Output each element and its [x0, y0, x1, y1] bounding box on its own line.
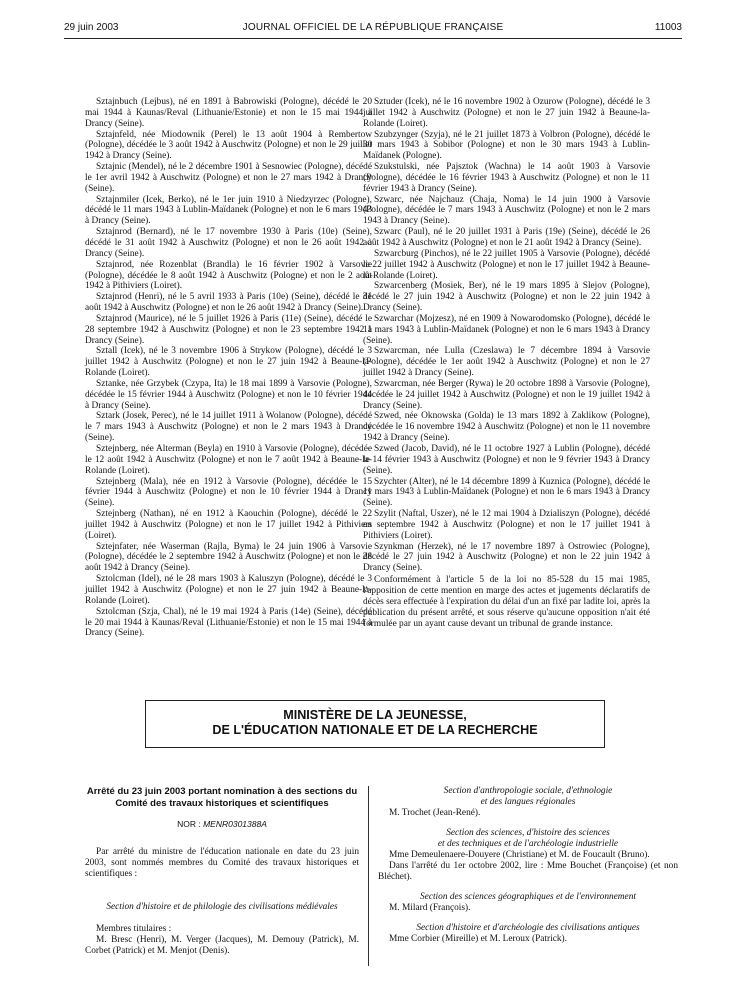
death-record-entry: Sztajnrod (Henri), né le 5 avril 1933 à Paris (10e) (Seine), décédé le 31 août 1942 à Auschwitz (Pologne) et non le 26 août 1942 à Drancy (Seine).: [85, 292, 372, 314]
death-record-entry: Sztajnrod, née Rozenblat (Brandla) le 16 février 1902 à Varsovie (Pologne), décédée le 8 août 1942 à Auschwitz (Pologne) et non le 2 août 1942 à Pithiviers (Loiret).: [85, 259, 372, 292]
page-header: [64, 22, 682, 38]
legal-notice-paragraph: Conformément à l'article 5 de la loi no 85-528 du 15 mai 1985, l'apposition de cette mention en marge des actes et jugements déclaratifs de décès sera effectuée à l'expiration du délai d'un an fixé par ladite loi, après la publication du présent arrêté, et sous réserve qu'aucune opposition n'ait été formulée par un ayant cause devant un tribunal de grande instance.: [363, 575, 650, 629]
section-sciences-title-l2: et des techniques et de l'archéologie industrielle: [437, 839, 619, 849]
nor-reference: [85, 819, 359, 830]
arrete-left-column: [85, 786, 359, 957]
death-record-entry: Sztark (Josek, Perec), né le 14 juillet 1911 à Wolanow (Pologne), décédé le 7 mars 1943 à Auschwitz (Pologne) et non le 2 mars 1943 à Drancy (Seine).: [85, 411, 372, 444]
death-record-entry: Sztanke, née Grzybek (Czypa, Ita) le 18 mai 1899 à Varsovie (Pologne), décédée le 15 février 1944 à Auschwitz (Pologne) et non le 10 février 1944 à Drancy (Seine).: [85, 378, 372, 411]
section-anthropology-title-l2: et des langues régionales: [480, 797, 576, 807]
death-record-entry: Szubzynger (Szyja), né le 21 juillet 1873 à Volbron (Pologne), décédé le 30 mars 1943 à Sobibor (Pologne) et non le 30 mars 1943 à Lublin-Maïdanek (Pologne).: [363, 129, 650, 162]
header-title: JOURNAL OFFICIEL DE LA RÉPUBLIQUE FRANÇAISE: [242, 22, 504, 33]
nor-label: NOR :: [177, 819, 204, 829]
section-antiquity-members: Mme Corbier (Mireille) et M. Leroux (Patrick).: [389, 934, 567, 944]
death-record-entry: Szwarc, née Najchauz (Chaja, Noma) le 14 juin 1900 à Varsovie (Pologne), décédée le 7 mars 1943 à Auschwitz (Pologne) et non le 2 mars 1943 à Drancy (Seine).: [363, 194, 650, 227]
header-page-number: 11003: [654, 22, 682, 33]
members-list: M. Bresc (Henri), M. Verger (Jacques), M. Demouy (Patrick), M. Corbet (Patrick) et M. Menjot (Denis).: [85, 935, 359, 956]
death-record-entry: Szwarcburg (Pinchos), né le 22 juillet 1905 à Varsovie (Pologne), décédé le 22 juillet 1942 à Auschwitz (Pologne) et non le 17 juillet 1942 à Beaune-la-Rolande (Loiret).: [363, 248, 650, 281]
section-sciences-correction: Dans l'arrêté du 1er octobre 2002, lire : Mme Bouchet (Françoise) (et non Bléchet).: [378, 861, 678, 882]
ministry-line-1: MINISTÈRE DE LA JEUNESSE,: [283, 708, 467, 722]
death-record-entry: Szwarcenberg (Mosiek, Ber), né le 19 mars 1895 à Slejov (Pologne), décédé le 27 juin 1942 à Auschwitz (Pologne) et non le 22 juin 1942 à Drancy (Seine).: [363, 281, 650, 314]
death-record-entry: Sztejnberg, née Alterman (Beyla) en 1910 à Varsovie (Pologne), décédée le 12 août 1942 à Auschwitz (Pologne) et non le 7 août 1942 à Beaune-la-Rolande (Loiret).: [85, 444, 372, 476]
death-record-entry: Szwarc (Paul), né le 20 juillet 1931 à Paris (19e) (Seine), décédé le 26 août 1942 à Auschwitz (Pologne) et non le 21 août 1942 à Drancy (Seine).: [363, 227, 650, 248]
section-sciences-title-l1: Section des sciences, d'histoire des sciences: [446, 828, 610, 838]
section-geography-title: Section des sciences géographiques et de l'environnement: [420, 892, 636, 902]
header-date: 29 juin 2003: [64, 22, 119, 33]
right-column: [363, 97, 650, 629]
death-record-entry: Szukstulski, née Pajsztok (Wachna) le 14 août 1903 à Varsovie (Pologne), décédée le 16 février 1943 à Auschwitz (Pologne) et non le 11 février 1943 à Drancy (Seine).: [363, 162, 650, 194]
header-rule: [64, 38, 682, 39]
death-record-entry: Szwarcman, née Berger (Rywa) le 20 octobre 1898 à Varsovie (Pologne), décédée le 24 juillet 1942 à Auschwitz (Pologne) et non le 19 juillet 1942 à Drancy (Seine).: [363, 378, 650, 411]
death-record-entry: Szwarchar (Mojzesz), né en 1909 à Nowarodomsko (Pologne), décédé le 11 mars 1943 à Lublin-Maïdanek (Pologne) et non le 6 mars 1943 à Drancy (Seine).: [363, 313, 650, 346]
death-record-entry: Sztuder (Icek), né le 16 novembre 1902 à Ozurow (Pologne), décédé le 3 juillet 1942 à Auschwitz (Pologne) et non le 27 juin 1942 à Beaune-la-Rolande (Loiret).: [363, 97, 650, 129]
section-anthropology-title-l1: Section d'anthropologie sociale, d'ethnologie: [443, 786, 613, 796]
death-record-entry: Sztajnic (Mendel), né le 2 décembre 1901 à Sesnowiec (Pologne), décédé le 1er avril 1942 à Auschwitz (Pologne) et non le 27 mars 1942 à Drancy (Seine).: [85, 162, 372, 194]
death-record-entry: Sztajnmiler (Icek, Berko), né le 1er juin 1910 à Niedzyrzec (Pologne), décédé le 11 mars 1943 à Lublin-Maïdanek (Pologne) et non le 6 mars 1943 à Drancy (Seine).: [85, 194, 372, 227]
left-column: [85, 97, 372, 639]
death-record-entry: Sztajnrod (Bernard), né le 17 novembre 1930 à Paris (10e) (Seine), décédé le 31 août 1942 à Auschwitz (Pologne) et non le 26 août 1942 à Drancy (Seine).: [85, 227, 372, 259]
arrete-right-column: [378, 786, 678, 945]
death-record-entry: Sztejnberg (Nathan), né en 1912 à Kaouchin (Pologne), décédé le 22 juillet 1942 à Auschwitz (Pologne) et non le 17 juillet 1942 à Pithiviers (Loiret).: [85, 509, 372, 541]
death-record-entry: Sztajnrod (Maurice), né le 5 juillet 1926 à Paris (11e) (Seine), décédé le 28 septembre 1942 à Auschwitz (Pologne) et non le 23 septembre 1942 à Drancy (Seine).: [85, 313, 372, 346]
death-record-entry: Szychter (Alter), né le 14 décembre 1899 à Kuznica (Pologne), décédé le 11 mars 1943 à Lublin-Maïdanek (Pologne) et non le 6 mars 1943 à Drancy (Seine).: [363, 476, 650, 509]
death-record-entry: Sztejnfater, née Waserman (Rajla, Byma) le 24 juin 1906 à Varsovie (Pologne), décédée le 2 septembre 1942 à Auschwitz (Pologne) et non le 28 août 1942 à Drancy (Seine).: [85, 541, 372, 574]
nor-code: MENR0301388A: [203, 819, 267, 829]
column-divider: [368, 786, 369, 966]
arrete-intro: Par arrêté du ministre de l'éducation nationale en date du 23 juin 2003, sont nommés membres du Comité des travaux historiques et scientifiques :: [85, 847, 359, 879]
death-record-entry: Sztolcman (Idel), né le 28 mars 1903 à Kaluszyn (Pologne), décédé le 3 juillet 1942 à Auschwitz (Pologne) et non le 27 juin 1942 à Beaune-la-Rolande (Loiret).: [85, 574, 372, 606]
members-title: Membres titulaires :: [96, 924, 172, 934]
arrete-title: Arrêté du 23 juin 2003 portant nomination à des sections du Comité des travaux historiques et scientifiques: [86, 786, 358, 809]
ministry-line-2: DE L'ÉDUCATION NATIONALE ET DE LA RECHERCHE: [212, 723, 538, 737]
death-record-entry: Sztajnbuch (Lejbus), né en 1891 à Babrowiski (Pologne), décédé le 20 mai 1944 à Kaunas/Reval (Lithuanie/Estonie) et non le 15 mai 1944 à Drancy (Seine).: [85, 97, 372, 129]
death-record-entry: Szwed (Jacob, David), né le 11 octobre 1927 à Lublin (Pologne), décédé le 14 février 1943 à Auschwitz (Pologne) et non le 9 février 1943 à Drancy (Seine).: [363, 444, 650, 476]
section-anthropology-member: M. Trochet (Jean-René).: [389, 808, 481, 818]
death-record-entry: Sztajnfeld, née Miodownik (Perel) le 13 août 1904 à Rembertow (Pologne), décédée le 3 août 1942 à Auschwitz (Pologne) et non le 29 juillet 1942 à Drancy (Seine).: [85, 129, 372, 162]
death-record-entry: Sztejnberg (Mala), née en 1912 à Varsovie (Pologne), décédée le 15 février 1944 à Auschwitz (Pologne) et non le 10 février 1944 à Drancy (Seine).: [85, 476, 372, 509]
section-sciences-members: Mme Demeulenaere-Douyere (Christiane) et M. de Foucault (Bruno).: [389, 850, 650, 860]
death-record-entry: Szynkman (Herzek), né le 17 novembre 1897 à Ostrowiec (Pologne), décédé le 27 juin 1942 à Auschwitz (Pologne) et non le 22 juin 1942 à Drancy (Seine).: [363, 541, 650, 574]
death-record-entry: Sztall (Icek), né le 3 novembre 1906 à Strykow (Pologne), décédé le 3 juillet 1942 à Auschwitz (Pologne) et non le 27 juin 1942 à Beaune-la-Rolande (Loiret).: [85, 346, 372, 379]
death-record-entry: Szylit (Naftal, Uszer), né le 12 mai 1904 à Dzialiszyn (Pologne), décédé en septembre 1942 à Auschwitz (Pologne) et non le 17 juillet 1941 à Pithiviers (Loiret).: [363, 509, 650, 541]
section-medieval-title: Section d'histoire et de philologie des civilisations médiévales: [106, 902, 338, 912]
death-record-entry: Szwarcman, née Lulla (Czeslawa) le 7 décembre 1894 à Varsovie (Pologne), décédée le 1er août 1942 à Auschwitz (Pologne) et non le 27 juillet 1942 à Drancy (Seine).: [363, 346, 650, 379]
section-geography-member: M. Milard (François).: [389, 903, 471, 913]
section-antiquity-title: Section d'histoire et d'archéologie des civilisations antiques: [416, 923, 640, 933]
ministry-banner: [145, 700, 605, 748]
death-record-entry: Szwed, née Oknowska (Golda) le 13 mars 1892 à Zaklikow (Pologne), décédée le 16 novembre 1942 à Auschwitz (Pologne) et non le 11 novembre 1942 à Drancy (Seine).: [363, 411, 650, 444]
death-record-entry: Sztolcman (Szja, Chal), né le 19 mai 1924 à Paris (14e) (Seine), décédé le 20 mai 1944 à Kaunas/Reval (Lithuanie/Estonie) et non le 15 mai 1944 à Drancy (Seine).: [85, 606, 372, 639]
